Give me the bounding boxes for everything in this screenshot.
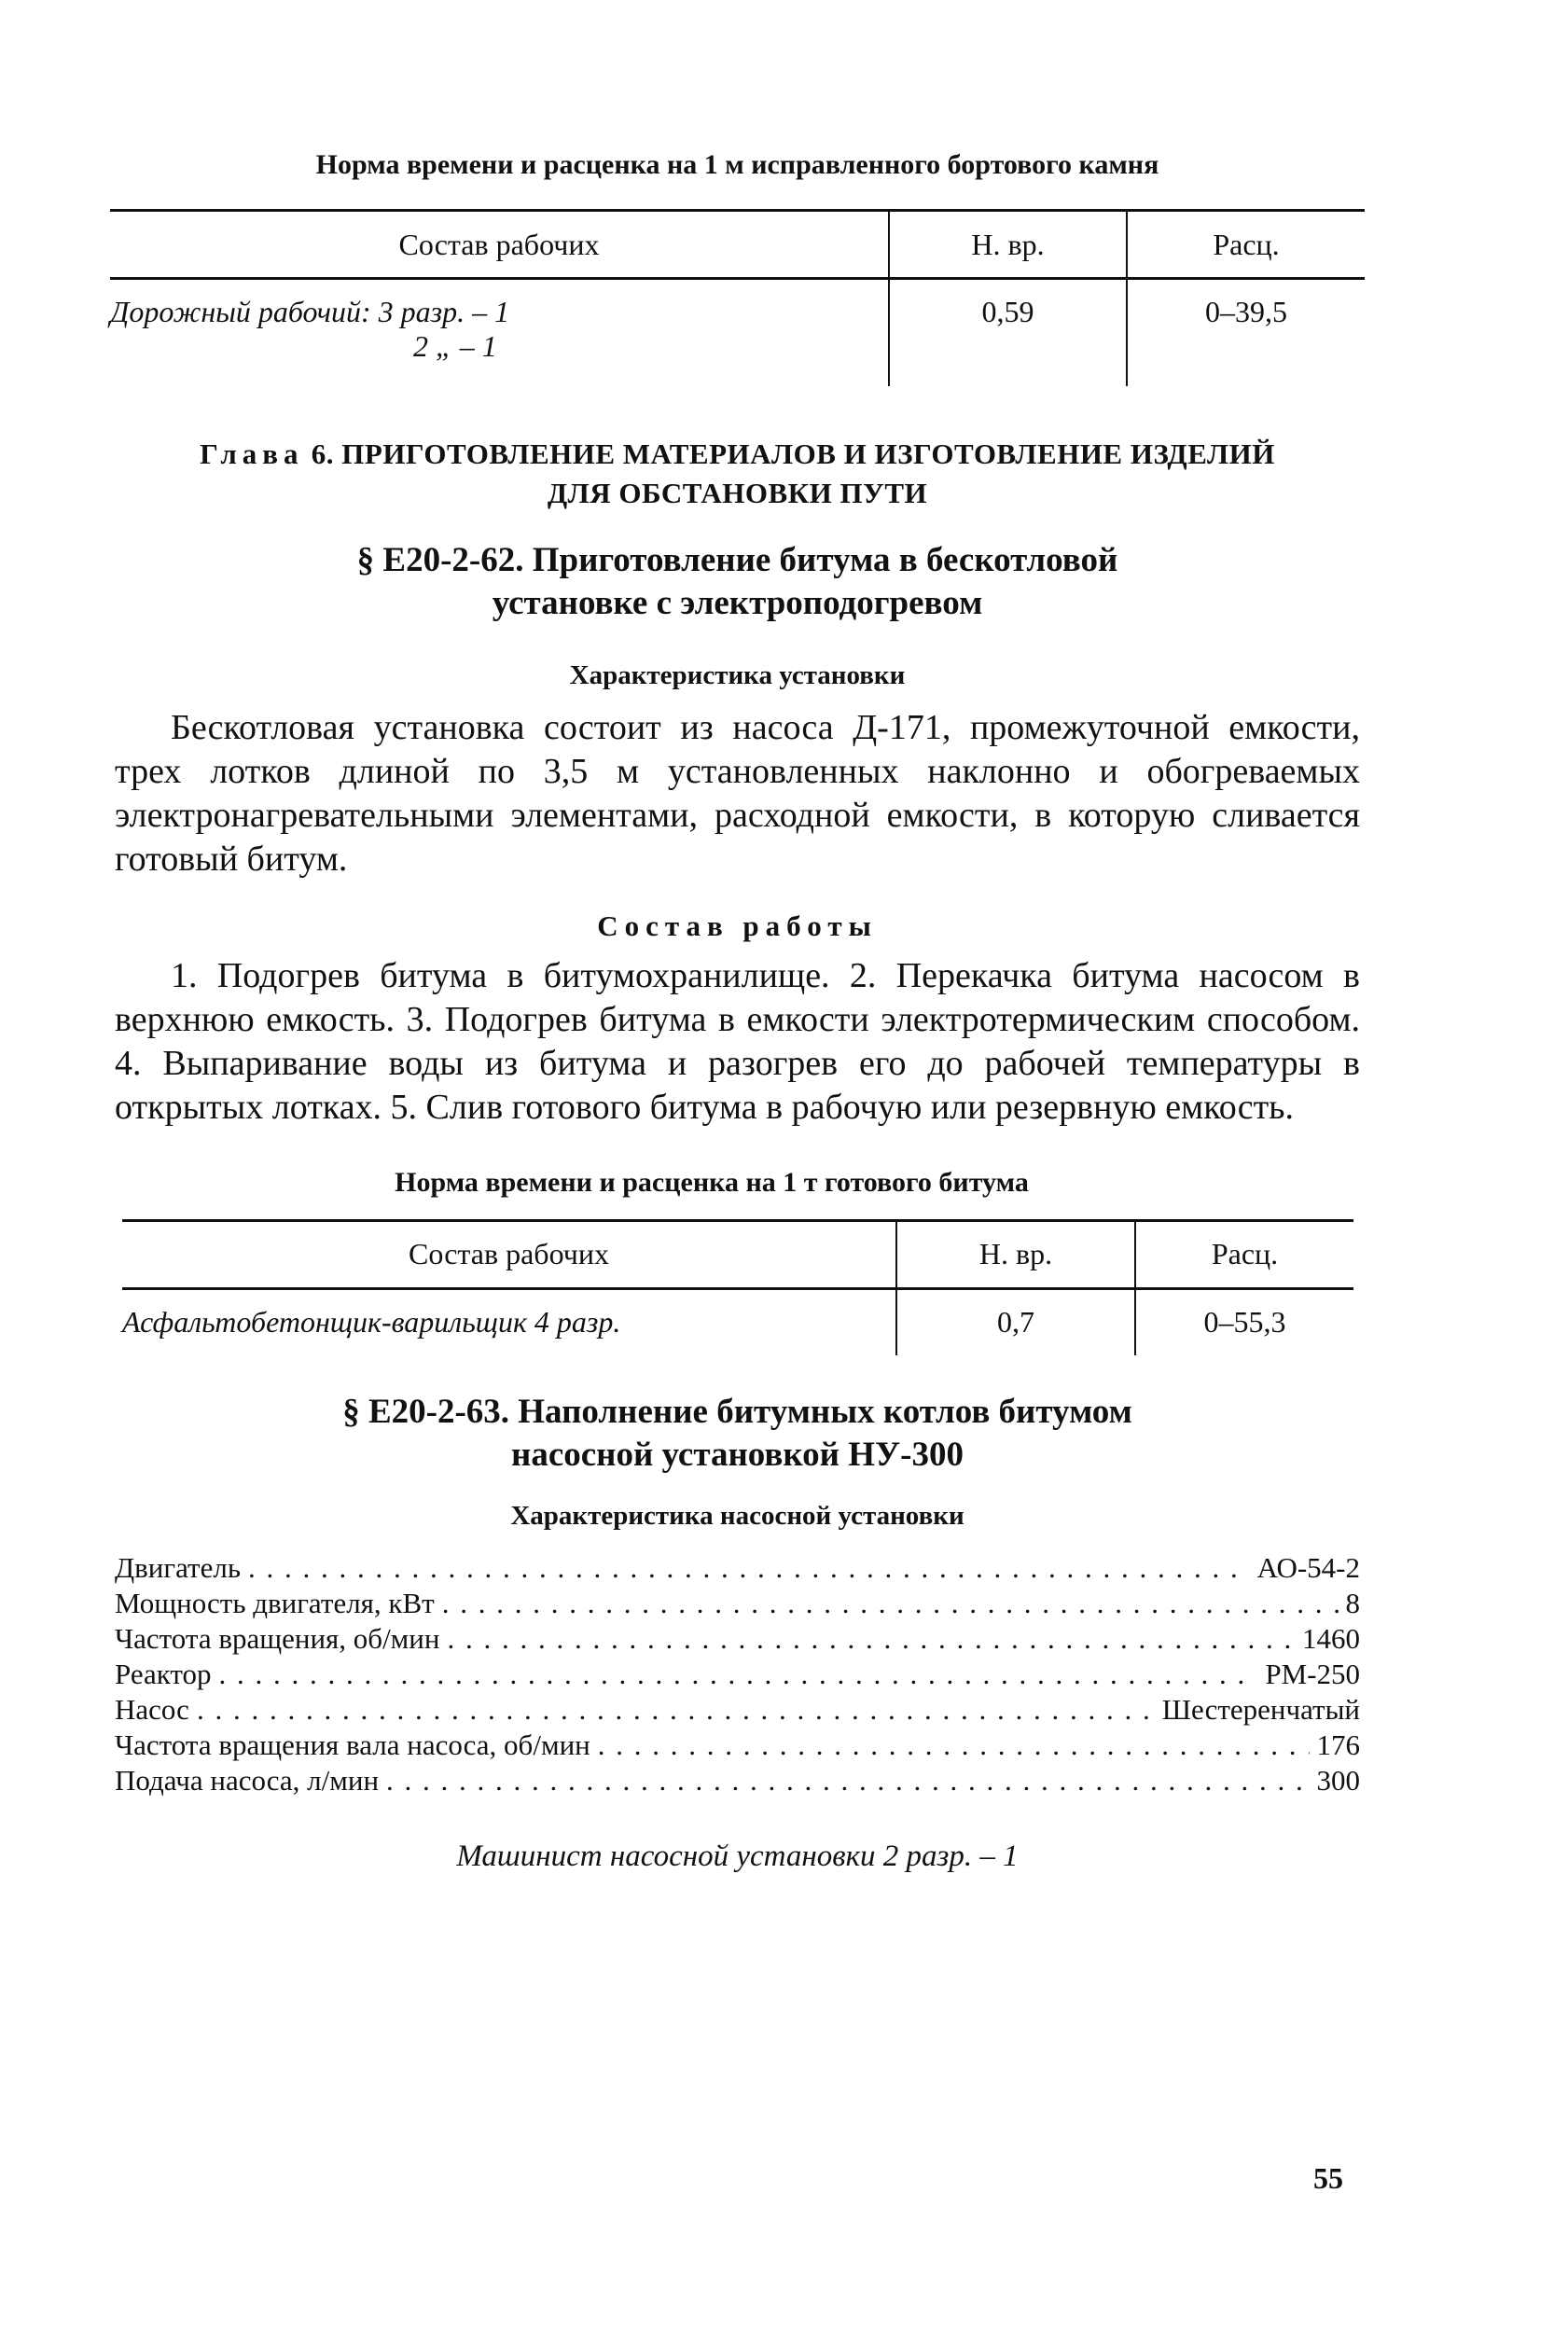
leader-dots xyxy=(248,1550,1250,1586)
page-number: 55 xyxy=(1313,2161,1343,2195)
spec-value: Шестеренчатый xyxy=(1161,1693,1360,1726)
chapter-heading xyxy=(115,435,1360,474)
table2-norm-time: 0,7 xyxy=(896,1288,1135,1355)
section62-char-text: Бескотловая установка состоит из насоса Д-171, промежуточной емкости, трех лотков длиной по 3,5 м установленных наклонно и обогреваемых электронагревательными элементами, расходной емкости, в которую сливается готовый битум. xyxy=(115,707,1360,879)
table2-caption: Норма времени и расценка на 1 т готового битума xyxy=(395,1166,1029,1198)
spec-label: Двигатель xyxy=(115,1551,241,1584)
spec-value: 8 xyxy=(1345,1587,1360,1619)
spec-row xyxy=(115,1586,1360,1621)
document-page xyxy=(110,149,1360,1874)
spec-row xyxy=(115,1763,1360,1798)
table1-worker-line2: 2 „ – 1 xyxy=(413,329,497,363)
spec-label: Мощность двигателя, кВт xyxy=(115,1587,435,1619)
chapter-title-line1: 6. ПРИГОТОВЛЕНИЕ МАТЕРИАЛОВ И ИЗГОТОВЛЕНИЕ ИЗДЕЛИЙ xyxy=(311,437,1275,470)
table1-rate: 0–39,5 xyxy=(1127,279,1365,386)
spec-value: 176 xyxy=(1316,1728,1360,1761)
table1-header-row xyxy=(110,211,1365,279)
section63-title-line2: насосной установкой НУ-300 xyxy=(511,1436,964,1474)
spec-value: АО-54-2 xyxy=(1256,1551,1360,1584)
leader-dots xyxy=(447,1621,1295,1657)
spec-label: Частота вращения вала насоса, об/мин xyxy=(115,1728,590,1761)
table2-header-rate: Расц. xyxy=(1135,1220,1353,1288)
leader-dots xyxy=(386,1763,1309,1798)
spec-label: Подача насоса, л/мин xyxy=(115,1764,380,1797)
table2-worker: Асфальтобетонщик-варильщик 4 разр. xyxy=(122,1304,621,1339)
section63-crew: Машинист насосной установки 2 разр. – 1 xyxy=(456,1839,1019,1873)
spec-row xyxy=(115,1550,1360,1586)
table1-row xyxy=(110,279,1365,386)
leader-dots xyxy=(598,1728,1310,1763)
table1-norm-time: 0,59 xyxy=(889,279,1127,386)
table2-header-workers: Состав рабочих xyxy=(122,1220,896,1288)
section62-title-line2: установке с электроподогревом xyxy=(492,583,983,622)
table2-header-norm-time: Н. вр. xyxy=(896,1220,1135,1288)
leader-dots xyxy=(219,1657,1258,1692)
spec-value: РМ-250 xyxy=(1265,1658,1360,1690)
table1-header-rate: Расц. xyxy=(1127,211,1365,279)
table1-header-norm-time: Н. вр. xyxy=(889,211,1127,279)
table2-rate: 0–55,3 xyxy=(1135,1288,1353,1355)
spec-row xyxy=(115,1621,1360,1657)
section62-title-line1: § Е20-2-62. Приготовление битума в бескотловой xyxy=(356,540,1118,579)
section62-work-heading: Состав работы xyxy=(597,909,878,942)
spec-label: Насос xyxy=(115,1693,189,1726)
leader-dots xyxy=(442,1586,1339,1621)
table2 xyxy=(122,1219,1353,1356)
spec-value: 300 xyxy=(1316,1764,1360,1797)
table1-caption: Норма времени и расценка на 1 м исправленного бортового камня xyxy=(315,149,1159,180)
table2-header-row xyxy=(122,1220,1353,1288)
section62-work-text: 1. Подогрев битума в битумохранилище. 2. Перекачка битума насосом в верхнюю емкость. 3. Подогрев битума в емкости электротермическим способом. 4. Выпаривание воды из битума и разогрев его до рабочей температуры в открытых лотках. 5. Слив готового битума в рабочую или резервную емкость. xyxy=(115,955,1360,1127)
section62-char-heading: Характеристика установки xyxy=(569,659,906,690)
spec-label: Реактор xyxy=(115,1658,212,1690)
section63-char-heading: Характеристика насосной установки xyxy=(510,1501,964,1531)
spec-list xyxy=(115,1550,1360,1798)
table1 xyxy=(110,209,1365,386)
spec-row xyxy=(115,1692,1360,1728)
table1-header-workers: Состав рабочих xyxy=(110,211,889,279)
chapter-title-line2: ДЛЯ ОБСТАНОВКИ ПУТИ xyxy=(547,476,928,509)
table2-row xyxy=(122,1288,1353,1355)
spec-row xyxy=(115,1657,1360,1692)
spec-label: Частота вращения, об/мин xyxy=(115,1622,440,1655)
section63-title-line1: § Е20-2-63. Наполнение битумных котлов битумом xyxy=(342,1393,1132,1431)
table1-worker-cell xyxy=(110,279,889,386)
table1-worker-line1: Дорожный рабочий: 3 разр. – 1 xyxy=(110,295,510,328)
chapter-prefix: Глава xyxy=(200,437,304,470)
spec-row xyxy=(115,1728,1360,1763)
spec-value: 1460 xyxy=(1302,1622,1360,1655)
leader-dots xyxy=(197,1692,1155,1728)
